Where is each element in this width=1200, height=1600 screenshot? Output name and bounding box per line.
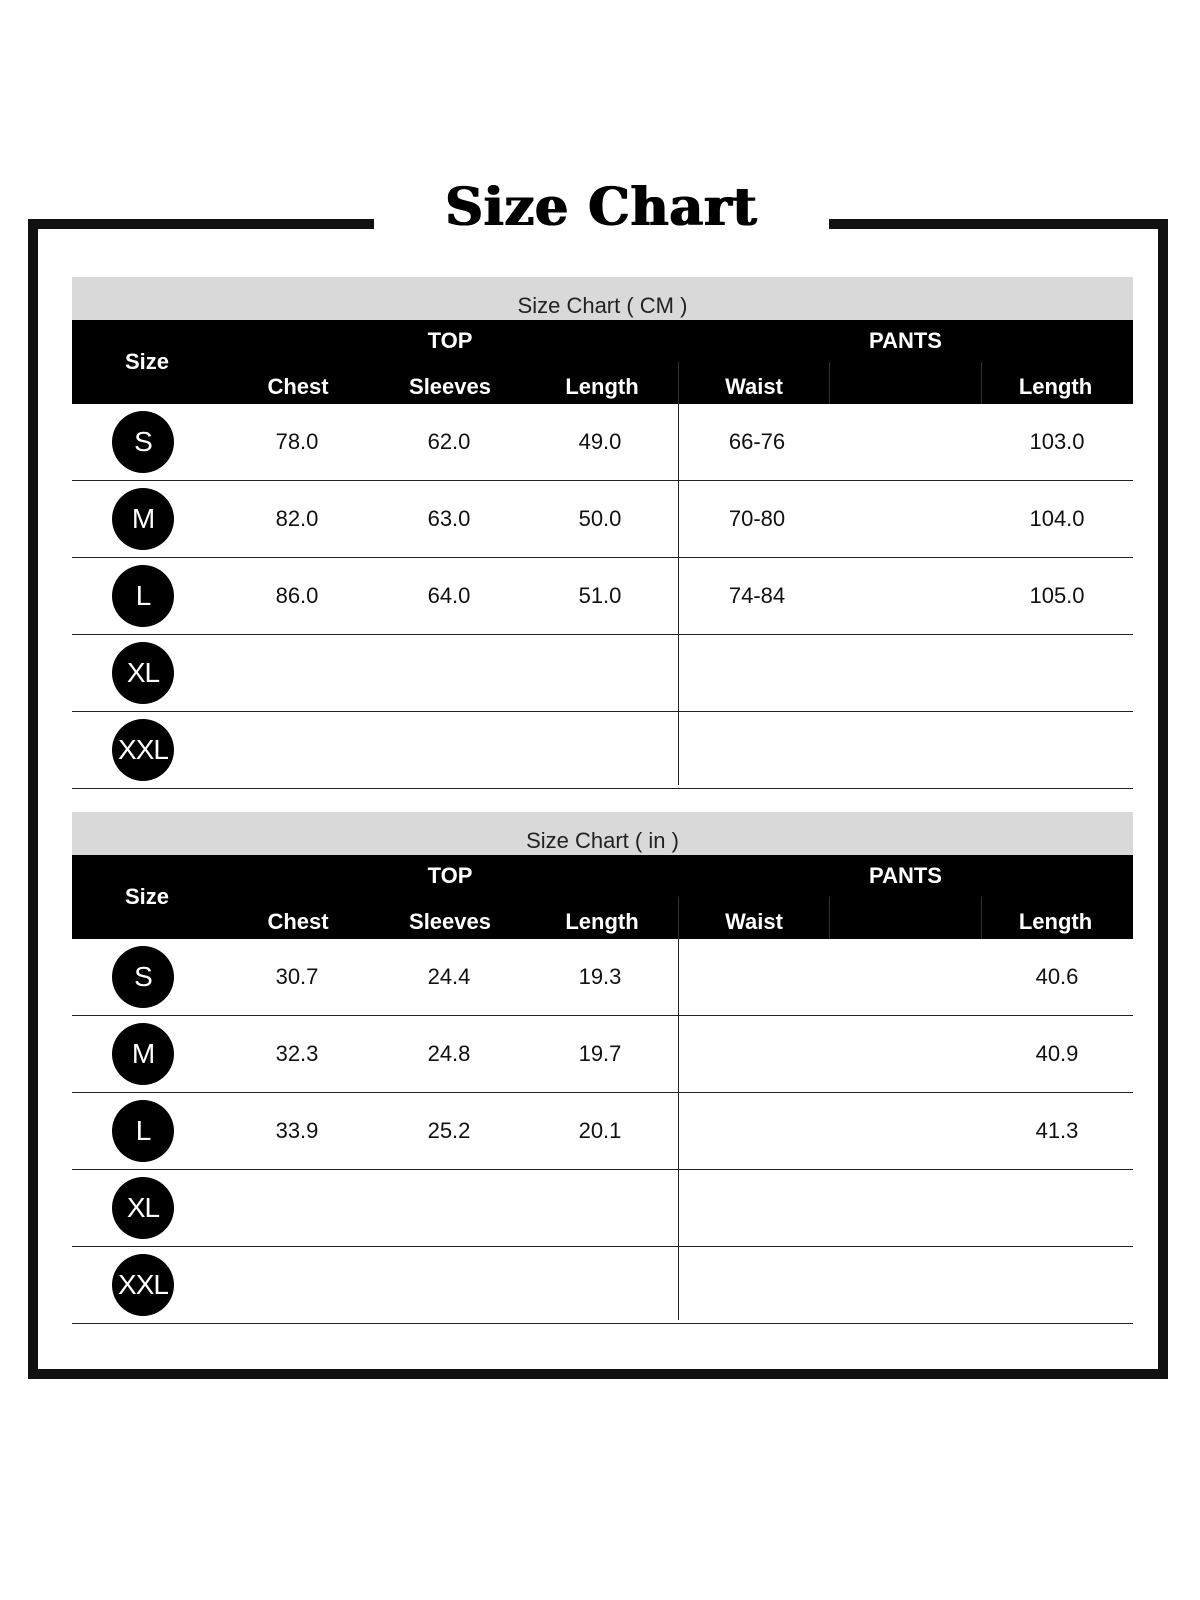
header-divider (829, 362, 830, 404)
header-divider (829, 897, 830, 939)
chest-value: 30.7 (275, 964, 319, 989)
header-top-length: Length (565, 909, 639, 934)
table-row (72, 939, 1133, 1016)
chest-value: 78.0 (275, 429, 319, 454)
header-divider (981, 362, 982, 404)
header-pants: PANTS (869, 328, 942, 353)
sleeves-value: 64.0 (427, 583, 471, 608)
pants-length-value: 40.6 (1035, 964, 1079, 989)
table-row (72, 1170, 1133, 1247)
size-badge: M (112, 488, 174, 550)
top-length-value: 50.0 (578, 506, 622, 531)
sleeves-value: 63.0 (427, 506, 471, 531)
chest-value: 33.9 (275, 1118, 319, 1143)
size-table-in (72, 812, 1133, 1324)
pants-length-value: 104.0 (1029, 506, 1085, 531)
header-divider (678, 897, 679, 939)
waist-value: 70-80 (728, 506, 786, 531)
table-caption: Size Chart ( CM ) (72, 277, 1133, 320)
sleeves-value: 24.4 (427, 964, 471, 989)
header-divider (981, 897, 982, 939)
table-row (72, 635, 1133, 712)
pants-length-value: 105.0 (1029, 583, 1085, 608)
header-pants-length: Length (1018, 374, 1093, 399)
sleeves-value: 25.2 (427, 1118, 471, 1143)
pants-length-value: 41.3 (1035, 1118, 1079, 1143)
header-waist: Waist (725, 374, 783, 399)
size-table-cm (72, 277, 1133, 789)
pants-length-value: 40.9 (1035, 1041, 1079, 1066)
header-chest: Chest (267, 374, 329, 399)
top-length-value: 49.0 (578, 429, 622, 454)
table-row (72, 404, 1133, 481)
header-size: Size (124, 349, 170, 374)
chest-value: 86.0 (275, 583, 319, 608)
table-row (72, 558, 1133, 635)
header-pants: PANTS (869, 863, 942, 888)
table-row (72, 1016, 1133, 1093)
pants-length-value: 103.0 (1029, 429, 1085, 454)
chest-value: 32.3 (275, 1041, 319, 1066)
table-header (72, 855, 1133, 939)
chest-value: 82.0 (275, 506, 319, 531)
header-divider (678, 362, 679, 404)
top-length-value: 19.7 (578, 1041, 622, 1066)
table-caption: Size Chart ( in ) (72, 812, 1133, 855)
header-top: TOP (427, 328, 473, 353)
table-body (72, 939, 1133, 1324)
top-length-value: 20.1 (578, 1118, 622, 1143)
header-chest: Chest (267, 909, 329, 934)
size-badge: S (112, 411, 174, 473)
size-badge: M (112, 1023, 174, 1085)
header-size: Size (124, 884, 170, 909)
header-pants-length: Length (1018, 909, 1093, 934)
table-row (72, 1093, 1133, 1170)
header-top: TOP (427, 863, 473, 888)
header-sleeves: Sleeves (409, 909, 491, 934)
header-top-length: Length (565, 374, 639, 399)
waist-value: 66-76 (728, 429, 786, 454)
size-badge: XL (112, 642, 174, 704)
size-badge: XXL (112, 1254, 174, 1316)
table-body (72, 404, 1133, 789)
sleeves-value: 62.0 (427, 429, 471, 454)
size-badge: XL (112, 1177, 174, 1239)
page-title: Size Chart (445, 177, 758, 238)
table-row (72, 1247, 1133, 1324)
table-row (72, 712, 1133, 789)
top-length-value: 51.0 (578, 583, 622, 608)
top-length-value: 19.3 (578, 964, 622, 989)
header-sleeves: Sleeves (409, 374, 491, 399)
table-row (72, 481, 1133, 558)
size-badge: XXL (112, 719, 174, 781)
size-badge: S (112, 946, 174, 1008)
waist-value: 74-84 (728, 583, 786, 608)
table-header (72, 320, 1133, 404)
size-badge: L (112, 565, 174, 627)
sleeves-value: 24.8 (427, 1041, 471, 1066)
header-waist: Waist (725, 909, 783, 934)
size-badge: L (112, 1100, 174, 1162)
